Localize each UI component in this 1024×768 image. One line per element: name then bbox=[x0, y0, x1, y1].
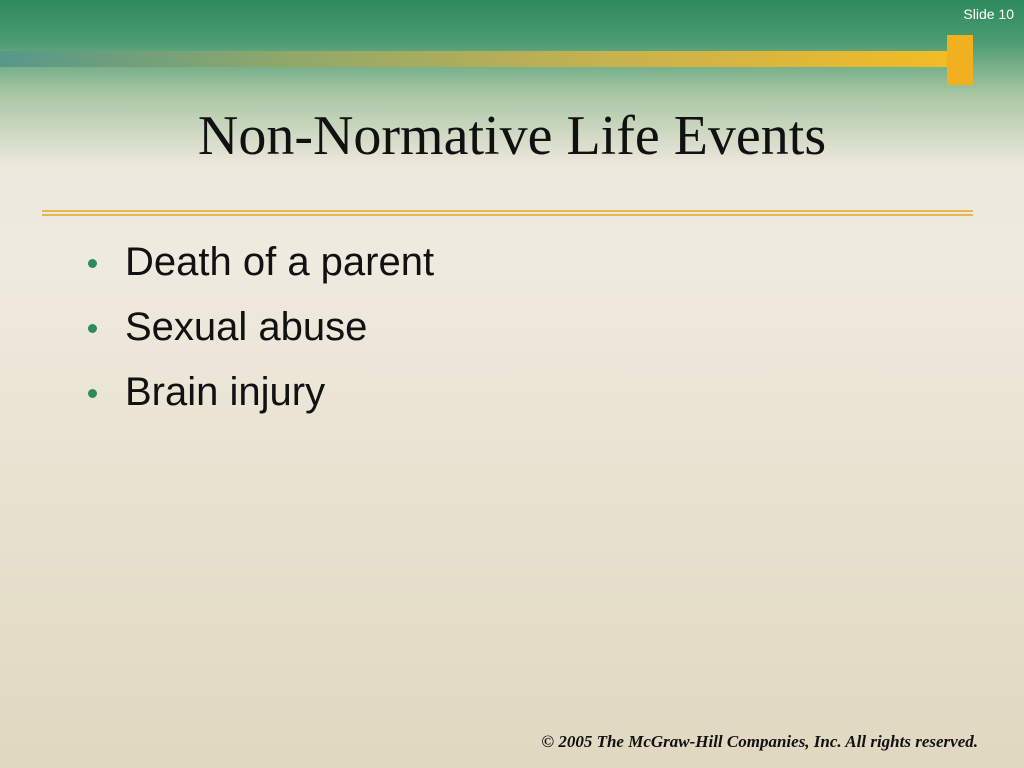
bullet-item bbox=[88, 295, 434, 360]
title-divider bbox=[42, 210, 973, 216]
slide-title: Non-Normative Life Events bbox=[197, 105, 827, 167]
bullet-item bbox=[88, 360, 434, 425]
bullet-text: Sexual abuse bbox=[125, 305, 368, 349]
header-accent-square bbox=[947, 35, 973, 85]
bullet-text: Brain injury bbox=[125, 370, 326, 414]
bullet-dot-icon bbox=[88, 324, 97, 333]
header-accent-bar bbox=[0, 51, 955, 67]
slide-number: Slide 10 bbox=[963, 6, 1014, 22]
bullet-list bbox=[88, 230, 434, 425]
bullet-item bbox=[88, 230, 434, 295]
copyright-footer: © 2005 The McGraw-Hill Companies, Inc. All rights reserved. bbox=[541, 732, 978, 751]
bullet-dot-icon bbox=[88, 389, 97, 398]
bullet-dot-icon bbox=[88, 259, 97, 268]
bullet-text: Death of a parent bbox=[125, 240, 435, 284]
